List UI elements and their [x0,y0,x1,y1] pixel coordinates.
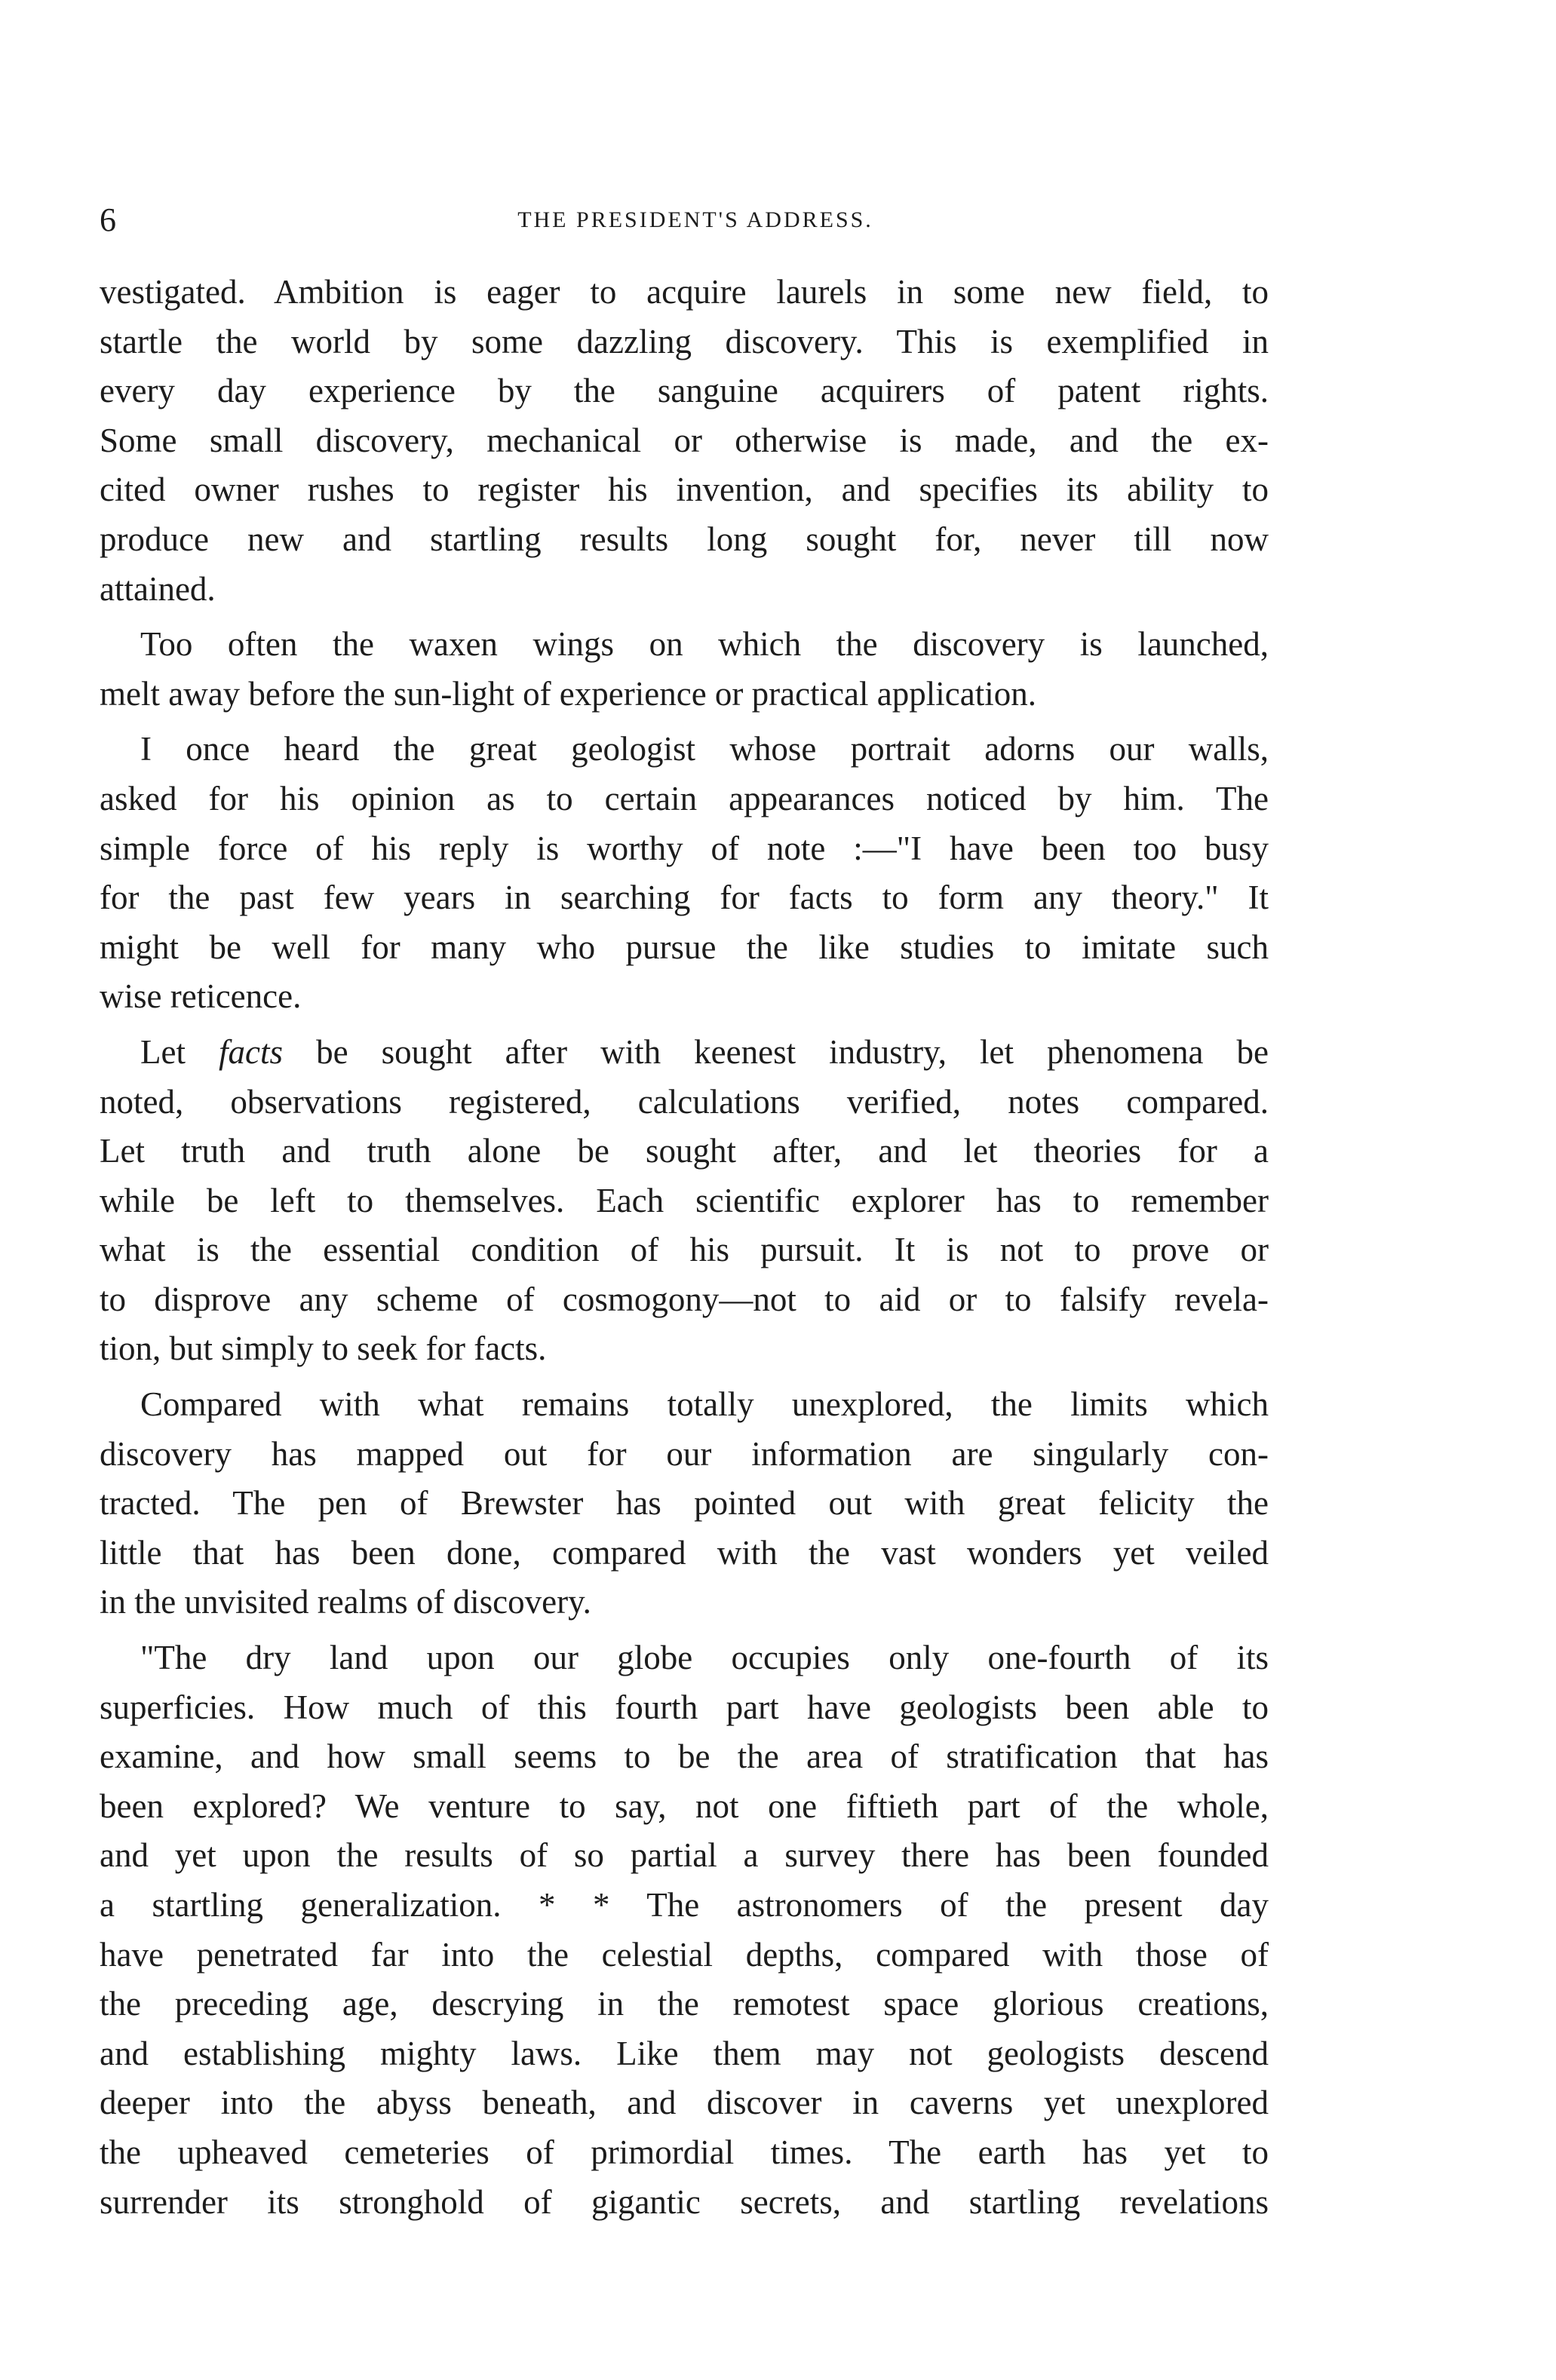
text-fragment: Let [140,1032,219,1071]
text-line: startle the world by some dazzling discovery. This is exemplified in [100,322,1269,360]
body-text [100,268,1269,2227]
text-line: Let truth and truth alone be sought after, and let theories for a [100,1132,1269,1170]
text-line: "The dry land upon our globe occupies only one-fourth of its [140,1639,1269,1677]
text-line: tion, but simply to seek for facts. [100,1330,547,1368]
text-line: produce new and startling results long sought for, never till now [100,520,1269,558]
text-line: discovery has mapped out for our information are singularly con- [100,1434,1269,1473]
text-fragment: be sought after with keenest industry, let phenomena be [283,1032,1269,1071]
text-line: what is the essential condition of his pursuit. It is not to prove or [100,1231,1269,1269]
text-line: attained. [100,569,216,608]
text-line: superficies. How much of this fourth part have geologists been able to [100,1688,1269,1726]
text-line: been explored? We venture to say, not one fiftieth part of the whole, [100,1787,1269,1825]
text-line: for the past few years in searching for facts to form any theory." It [100,879,1269,917]
text-line: a startling generalization. * * The astronomers of the present day [100,1886,1269,1924]
page-header [100,198,1291,243]
emphasis-text: facts [219,1032,284,1071]
text-line: noted, observations registered, calculations verified, notes compared. [100,1082,1269,1121]
text-line: Compared with what remains totally unexplored, the limits which [140,1385,1269,1424]
text-line: in the unvisited realms of discovery. [100,1583,591,1621]
text-line: to disprove any scheme of cosmogony—not to aid or to falsify revela- [100,1280,1269,1318]
text-line: simple force of his reply is worthy of note :—"I have been too busy [100,829,1269,867]
text-line: have penetrated far into the celestial depths, compared with those of [100,1935,1269,1974]
text-line: the preceding age, descrying in the remotest space glorious creations, [100,1985,1269,2023]
page-number: 6 [100,201,116,238]
running-head: THE PRESIDENT'S ADDRESS. [517,207,873,232]
text-line: I once heard the great geologist whose portrait adorns our walls, [140,730,1269,768]
text-line [100,1028,1269,1078]
text-line: Too often the waxen wings on which the discovery is launched, [140,625,1269,664]
text-line: melt away before the sun-light of experience or practical application. [100,674,1036,713]
text-line: and establishing mighty laws. Like them may not geologists descend [100,2034,1269,2072]
text-line: tracted. The pen of Brewster has pointed out with great felicity the [100,1484,1269,1523]
text-line: while be left to themselves. Each scientific explorer has to remember [100,1181,1269,1219]
text-line: deeper into the abyss beneath, and discover in caverns yet unexplored [100,2084,1269,2122]
text-line: asked for his opinion as to certain appearances noticed by him. The [100,779,1269,817]
text-line: surrender its stronghold of gigantic secrets, and startling revelations [100,2182,1269,2221]
text-line: every day experience by the sanguine acquirers of patent rights. [100,372,1269,410]
text-line: little that has been done, compared with the vast wonders yet veiled [100,1533,1269,1572]
text-line: Some small discovery, mechanical or otherwise is made, and the ex- [100,421,1269,459]
text-line: might be well for many who pursue the like studies to imitate such [100,928,1269,966]
text-line: the upheaved cemeteries of primordial times. The earth has yet to [100,2133,1269,2171]
text-line: and yet upon the results of so partial a survey there has been founded [100,1836,1269,1875]
text-line: wise reticence. [100,977,302,1016]
text-line: vestigated. Ambition is eager to acquire laurels in some new field, to [100,273,1269,311]
text-line: examine, and how small seems to be the area of stratification that has [100,1737,1269,1776]
text-line: cited owner rushes to register his invention, and specifies its ability to [100,471,1269,509]
